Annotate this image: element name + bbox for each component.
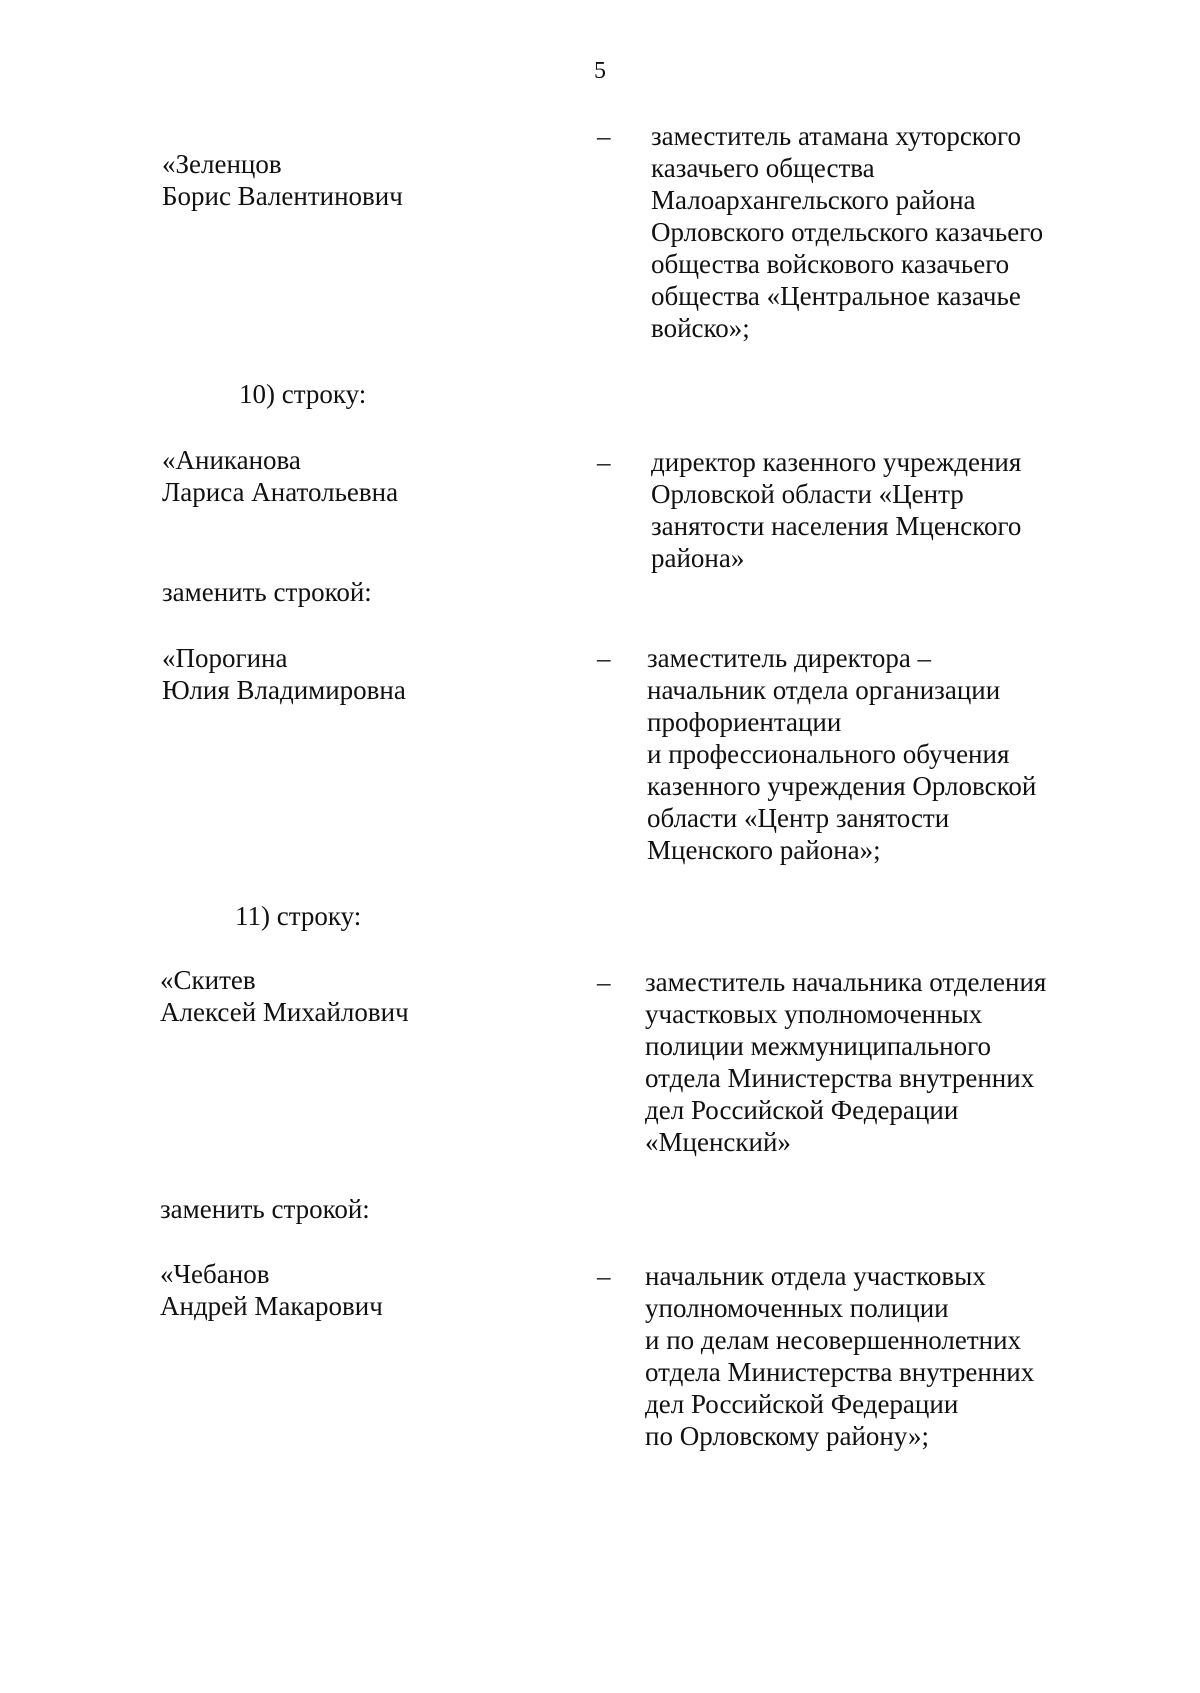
desc-line: и по делам несовершеннолетних (645, 1325, 1022, 1355)
desc-line: по Орловскому району»; (645, 1421, 930, 1451)
dash-separator: – (597, 643, 611, 673)
desc-line: области «Центр занятости (647, 803, 950, 833)
entry-description (651, 446, 1171, 574)
name-line: «Зеленцов (162, 149, 282, 179)
desc-line: заместитель начальника отделения (645, 967, 1047, 997)
dash-separator: – (597, 121, 611, 151)
replace-heading: заменить строкой: (162, 577, 372, 607)
entry-name (162, 444, 582, 508)
desc-line: участковых уполномоченных (645, 999, 983, 1029)
desc-line: войско»; (651, 313, 750, 343)
desc-line: района» (651, 543, 745, 573)
entry-name (162, 148, 582, 212)
desc-line: отдела Министерства внутренних (645, 1357, 1035, 1387)
desc-line: заместитель директора – (647, 643, 932, 673)
desc-line: «Мценский» (645, 1127, 791, 1157)
desc-line: Орловской области «Центр (651, 479, 964, 509)
desc-line: и профессионального обучения (647, 739, 1010, 769)
item-heading-10: 10) строку: (239, 379, 367, 409)
desc-line: уполномоченных полиции (645, 1293, 949, 1323)
name-line: Алексей Михайлович (160, 997, 409, 1027)
entry-name (160, 1258, 580, 1322)
desc-line: начальник отдела организации (647, 675, 1001, 705)
desc-line: Мценского района»; (647, 835, 881, 865)
name-line: «Аниканова (162, 445, 301, 475)
page-number: 5 (594, 58, 606, 84)
dash-separator: – (597, 447, 611, 477)
desc-line: полиции межмуниципального (645, 1031, 992, 1061)
name-line: «Скитев (160, 965, 256, 995)
entry-description (647, 642, 1167, 866)
entry-description (645, 966, 1165, 1158)
name-line: Борис Валентинович (162, 181, 403, 211)
desc-line: занятости населения Мценского (651, 511, 1022, 541)
dash-separator: – (597, 967, 611, 997)
entry-description (645, 1260, 1165, 1452)
entry-name (160, 964, 580, 1028)
item-heading-11: 11) строку: (235, 901, 362, 931)
name-line: «Порогина (162, 643, 288, 673)
entry-name (162, 642, 582, 706)
desc-line: отдела Министерства внутренних (645, 1063, 1035, 1093)
desc-line: общества войскового казачьего (651, 249, 1010, 279)
name-line: Андрей Макарович (160, 1291, 383, 1321)
desc-line: казенного учреждения Орловской (647, 771, 1037, 801)
entry-description (651, 120, 1171, 344)
desc-line: Малоархангельского района (651, 185, 976, 215)
desc-line: общества «Центральное казачье (651, 281, 1021, 311)
desc-line: Орловского отдельского казачьего (651, 217, 1044, 247)
desc-line: заместитель атамана хуторского (651, 121, 1021, 151)
name-line: Лариса Анатольевна (162, 477, 399, 507)
desc-line: начальник отдела участковых (645, 1261, 986, 1291)
desc-line: профориентации (647, 707, 842, 737)
replace-heading: заменить строкой: (160, 1194, 370, 1224)
desc-line: директор казенного учреждения (651, 447, 1022, 477)
desc-line: дел Российской Федерации (645, 1389, 959, 1419)
name-line: Юлия Владимировна (162, 675, 406, 705)
desc-line: казачьего общества (651, 153, 875, 183)
desc-line: дел Российской Федерации (645, 1095, 959, 1125)
dash-separator: – (597, 1261, 611, 1291)
name-line: «Чебанов (160, 1259, 270, 1289)
